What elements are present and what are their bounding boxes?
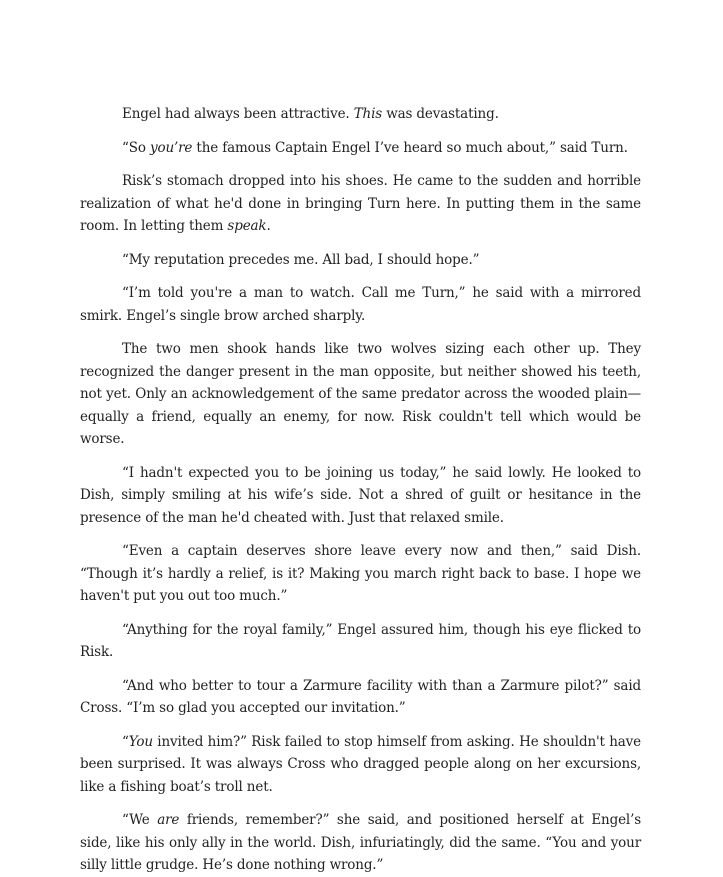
paragraph: [80, 103, 641, 126]
paragraph-text: “I hadn't expected you to be joining us today,” he said lowly. He looked to Dish, simply smiling at his wife’s side. Not a shred of guilt or hesitance in the presence of the man he'd cheated with. Just that relaxed smile.: [80, 464, 641, 526]
paragraph: [80, 170, 641, 238]
paragraph: [80, 619, 641, 664]
paragraph: [80, 731, 641, 799]
paragraph: [80, 282, 641, 327]
paragraph: [80, 249, 641, 272]
paragraph: [80, 137, 641, 160]
paragraph: [80, 675, 641, 720]
paragraph-text: the famous Captain Engel I’ve heard so much about,” said Turn.: [192, 139, 628, 156]
italic-text: are: [157, 812, 180, 828]
paragraph-text: invited him?” Risk failed to stop himself from asking. He shouldn't have been surprised. It was always Cross who dragged people along on her excursions, like a fishing boat’s troll net.: [80, 733, 641, 795]
paragraph-text: .: [266, 218, 271, 234]
italic-text: You: [128, 733, 153, 750]
paragraph-text: “: [122, 733, 129, 750]
paragraph-text: The two men shook hands like two wolves sizing each other up. They recognized the danger present in the man opposite, but neither showed his teeth, not yet. Only an acknowledgement of the same predator across the wooded plain—equally a friend, equally an enemy, for now. Risk couldn't tell which would be worse.: [80, 341, 641, 447]
italic-text: you’re: [149, 139, 193, 156]
document-page: [80, 103, 641, 877]
paragraph-text: “My reputation precedes me. All bad, I should hope.”: [122, 251, 480, 268]
paragraph-text: friends, remember?” she said, and positioned herself at Engel’s side, like his only ally in the world. Dish, infuriatingly, did the same. “You and your silly little grudge. He’s done nothing wrong.”: [80, 812, 641, 873]
paragraph-text: “Anything for the royal family,” Engel assured him, though his eye flicked to Risk.: [80, 621, 641, 660]
paragraph-text: “Even a captain deserves shore leave every now and then,” said Dish. “Though it’s hardly a relief, is it? Making you march right back to base. I hope we haven't put you out too much.”: [80, 543, 641, 604]
paragraph-text: was devastating.: [382, 106, 499, 122]
paragraph-text: Engel had always been attractive.: [122, 106, 354, 122]
paragraph: [80, 809, 641, 877]
paragraph: [80, 540, 641, 608]
paragraph: [80, 338, 641, 451]
paragraph-text: “And who better to tour a Zarmure facility with than a Zarmure pilot?” said Cross. “I’m so glad you accepted our invitation.”: [80, 677, 641, 716]
paragraph-text: Risk’s stomach dropped into his shoes. He came to the sudden and horrible realization of what he'd done in bringing Turn here. In putting them in the same room. In letting them: [80, 173, 641, 234]
paragraph-text: “I’m told you're a man to watch. Call me Turn,” he said with a mirrored smirk. Engel’s single brow arched sharply.: [80, 285, 641, 324]
paragraph-text: “So: [122, 139, 150, 156]
italic-text: This: [353, 106, 383, 122]
paragraph: [80, 462, 641, 530]
italic-text: speak: [227, 218, 267, 234]
paragraph-text: “We: [122, 812, 158, 828]
